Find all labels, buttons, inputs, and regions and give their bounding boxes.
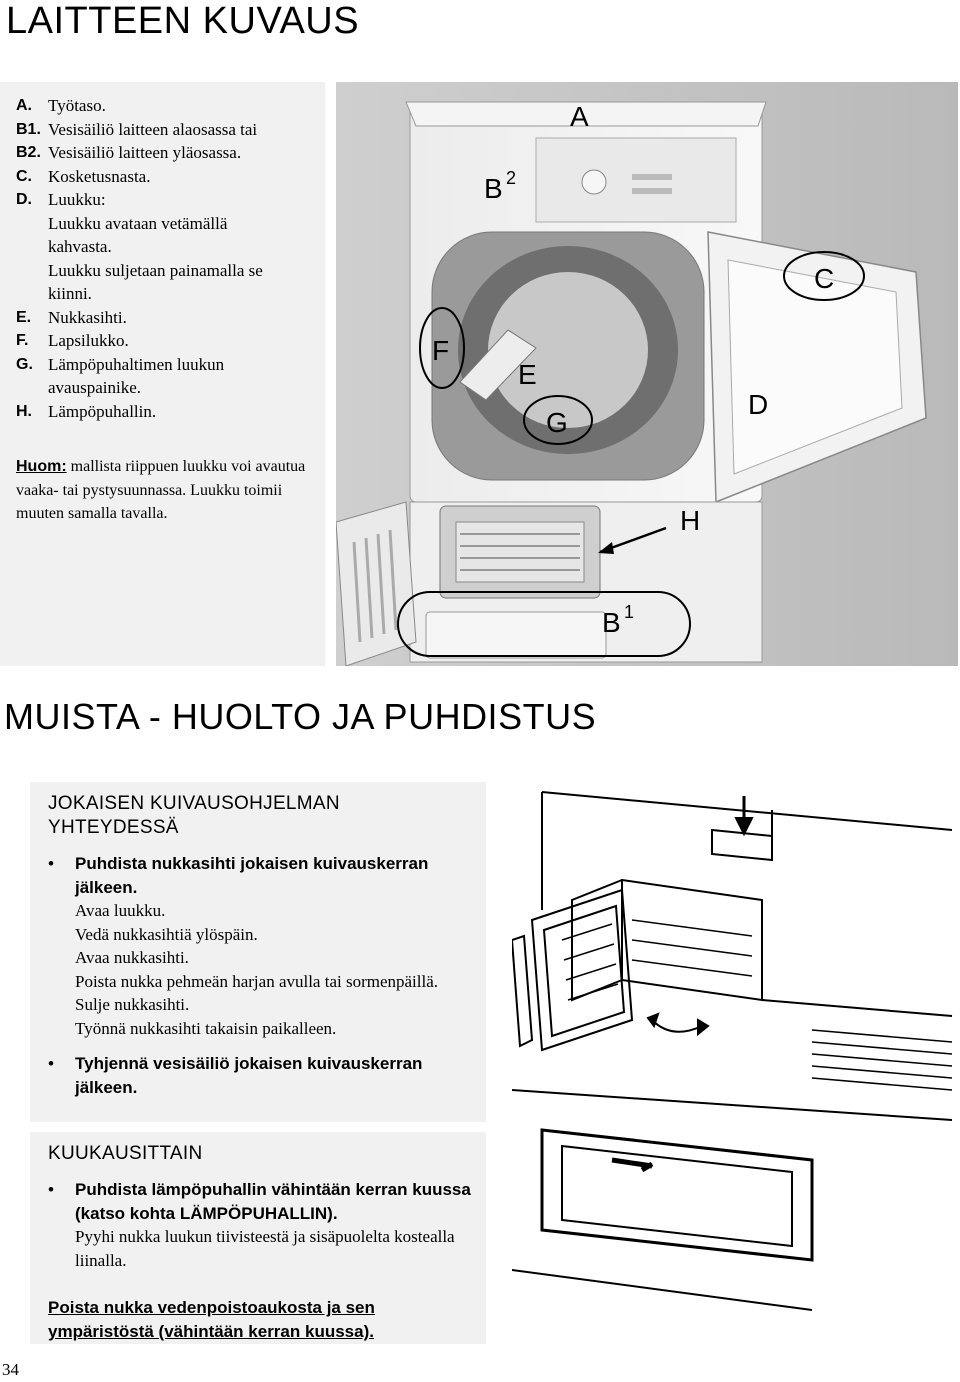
step-item: Poista nukka pehmeän harjan avulla tai sormenpäillä. <box>75 971 439 991</box>
label-e: E <box>518 359 537 390</box>
label-b2: B <box>484 173 503 204</box>
step-item: Avaa luukku. <box>75 901 166 920</box>
legend-item: kiinni. <box>48 284 92 303</box>
monthly-content <box>48 1178 480 1272</box>
legend-item: avauspainike. <box>48 378 141 397</box>
legend-item: H. Lämpöpuhallin. <box>16 401 157 421</box>
maintenance-heading: MUISTA - HUOLTO JA PUHDISTUS <box>4 696 597 737</box>
lint-filter-drawing <box>512 790 958 1365</box>
filter-steps <box>75 899 480 1040</box>
bullet-item: • Tyhjennä vesisäiliö jokaisen kuivauskerran jälkeen. <box>48 1052 480 1099</box>
every-cycle-title: JOKAISEN KUIVAUSOHJELMAN YHTEYDESSÄ <box>48 793 340 838</box>
label-b2-sup: 2 <box>506 168 517 188</box>
legend-item: C. Kosketusnasta. <box>16 166 151 186</box>
legend-item: B1. Vesisäiliö laitteen alaosassa tai <box>16 119 258 139</box>
door-note: Huom: mallista riippuen luukku voi avautua vaaka- tai pystysuunnassa. Luukku toimii muuten samalla tavalla. <box>16 458 306 522</box>
filter-line-art <box>512 790 958 1365</box>
drain-note: Poista nukka vedenpoistoaukosta ja sen ympäristöstä (vähintään kerran kuussa). <box>48 1298 375 1341</box>
step-item: Vedä nukkasihtiä ylöspäin. <box>75 924 258 944</box>
bullet-dot: • <box>48 854 54 873</box>
legend-item: Luukku suljetaan painamalla se <box>48 260 263 280</box>
every-cycle-content <box>48 852 480 1099</box>
legend-item: G. Lämpöpuhaltimen luukun <box>16 354 225 374</box>
monthly-text: Pyyhi nukka luukun tiivisteestä ja sisäpuolelta kostealla liinalla. <box>75 1227 455 1270</box>
page-number: 34 <box>2 1360 19 1379</box>
step-item: Työnnä nukkasihti takaisin paikalleen. <box>75 1018 337 1038</box>
legend-item: F. Lapsilukko. <box>16 331 129 350</box>
legend-item: Luukku avataan vetämällä <box>48 213 228 233</box>
legend-item: B2. Vesisäiliö laitteen yläosassa. <box>16 143 242 162</box>
step-item: Sulje nukkasihti. <box>75 995 190 1014</box>
page-title: LAITTEEN KUVAUS <box>6 0 360 42</box>
legend-item: kahvasta. <box>48 237 112 256</box>
dryer-photo <box>336 82 958 666</box>
photo-labels <box>336 82 958 666</box>
monthly-title: KUUKAUSITTAIN <box>48 1143 203 1164</box>
component-legend <box>16 94 321 423</box>
bullet-item: • Puhdista nukkasihti jokaisen kuivauskerran jälkeen. <box>48 852 480 899</box>
legend-item: D. Luukku: <box>16 190 106 209</box>
label-c: C <box>814 263 835 294</box>
label-b1: B <box>602 607 621 638</box>
label-h: H <box>680 505 701 536</box>
label-d: D <box>748 389 769 420</box>
label-a: A <box>570 101 589 132</box>
label-g: G <box>546 407 568 438</box>
step-item: Avaa nukkasihti. <box>75 948 189 967</box>
legend-item: E. Nukkasihti. <box>16 307 127 327</box>
bullet-dot: • <box>48 1054 54 1073</box>
label-f: F <box>432 335 450 366</box>
bullet-item: • Puhdista lämpöpuhallin vähintään kerran kuussa (katso kohta LÄMPÖPUHALLIN). <box>48 1178 480 1225</box>
bullet-dot: • <box>48 1180 54 1199</box>
label-b1-sup: 1 <box>624 602 635 622</box>
legend-item: A. Työtaso. <box>16 96 106 115</box>
